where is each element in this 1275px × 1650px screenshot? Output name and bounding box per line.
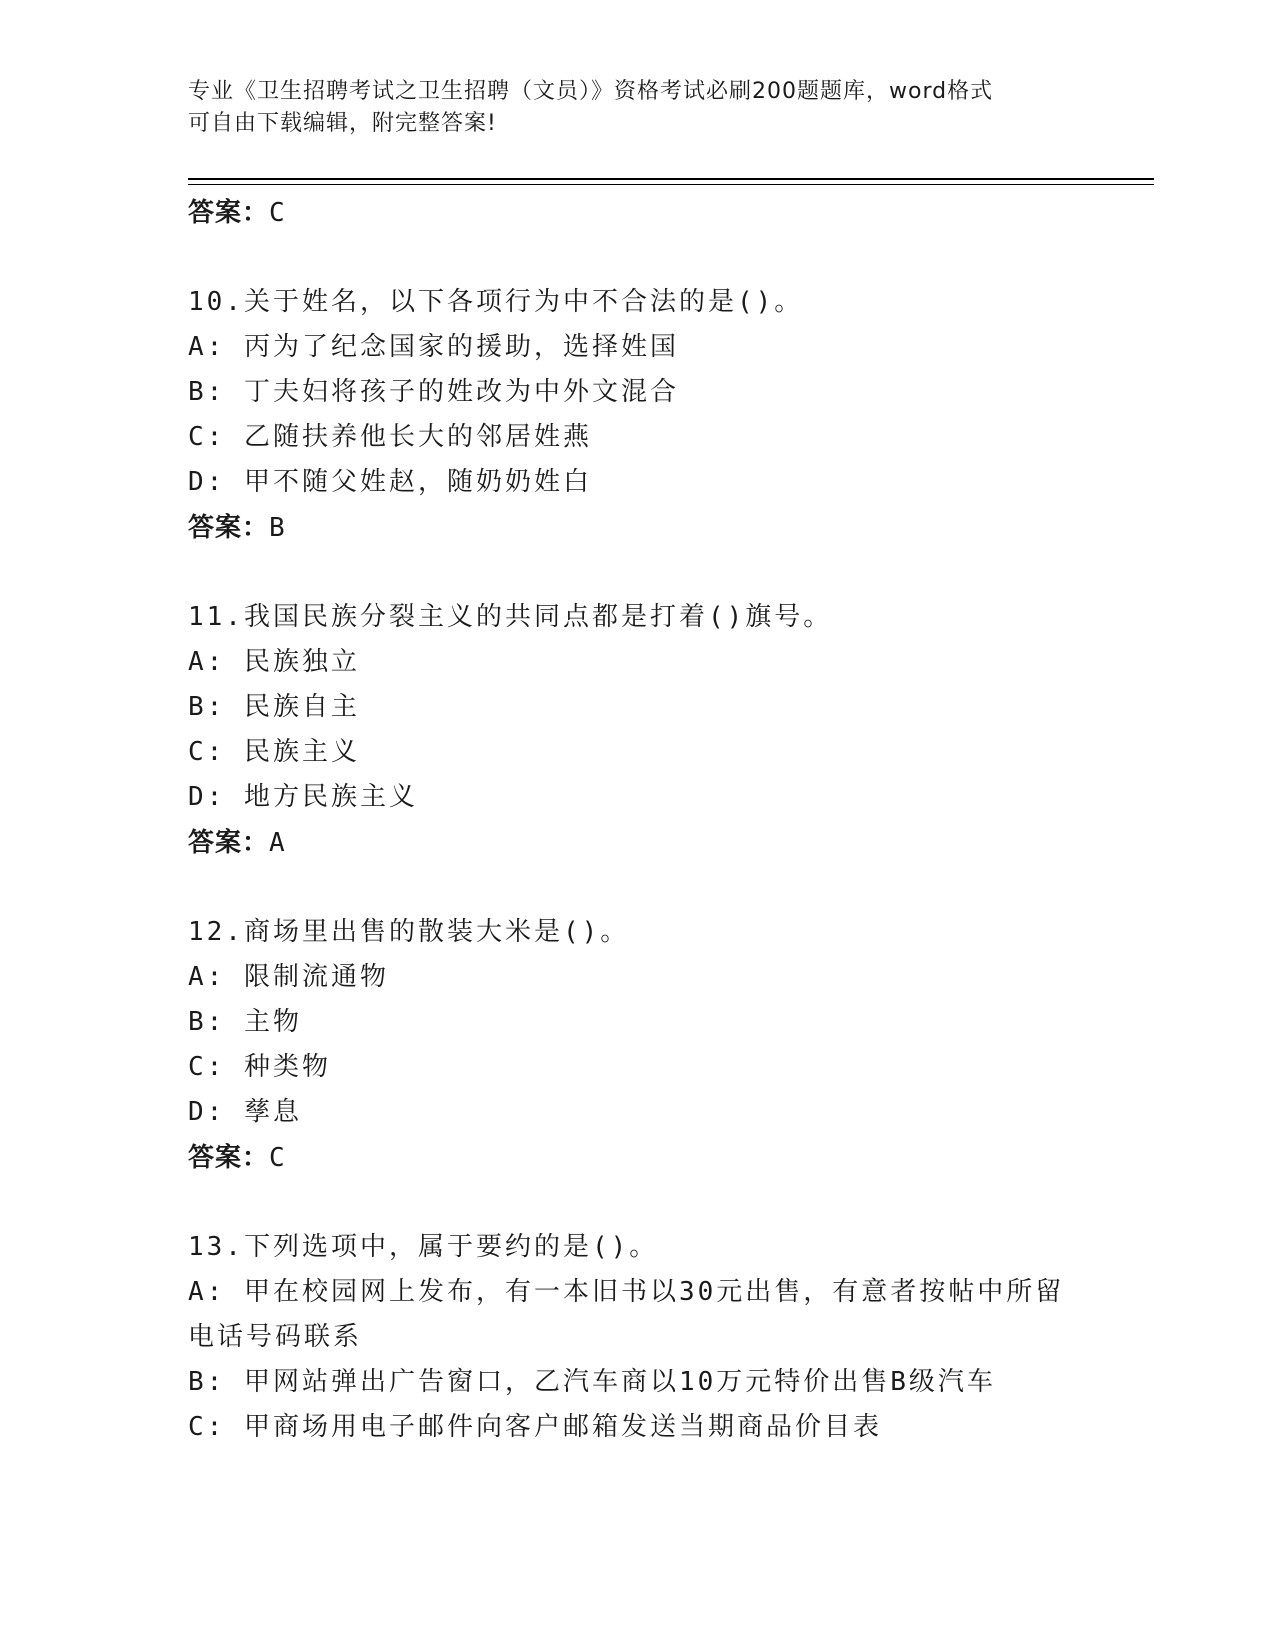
- answer-line: [188, 1135, 1088, 1181]
- question-13: [188, 1225, 1088, 1450]
- header-line-2: 可自由下载编辑，附完整答案!: [188, 111, 497, 136]
- answer-line: [188, 190, 1088, 236]
- question-10: [188, 280, 1088, 505]
- answer-label: 答案：: [188, 828, 270, 858]
- option-d: D: 孳息: [188, 1097, 302, 1127]
- header-line-1: 专业《卫生招聘考试之卫生招聘（文员）》资格考试必刷200题题库，word格式: [188, 79, 994, 104]
- spacer: [188, 236, 1088, 280]
- question-stem: 11.我国民族分裂主义的共同点都是打着()旗号。: [188, 602, 833, 632]
- spacer: [188, 551, 1088, 595]
- option-a: A: 丙为了纪念国家的援助，选择姓国: [188, 332, 679, 362]
- header-divider-thick: [188, 178, 1154, 180]
- option-a: A: 民族独立: [188, 647, 360, 677]
- question-stem: 10.关于姓名，以下各项行为中不合法的是()。: [188, 287, 804, 317]
- option-d: D: 甲不随父姓赵，随奶奶姓白: [188, 467, 592, 497]
- option-c: C: 甲商场用电子邮件向客户邮箱发送当期商品价目表: [188, 1412, 882, 1442]
- option-b: B: 甲网站弹出广告窗口，乙汽车商以10万元特价出售B级汽车: [188, 1367, 996, 1397]
- answer-label: 答案：: [188, 198, 270, 228]
- option-a: A: 限制流通物: [188, 962, 389, 992]
- answer-value: B: [269, 513, 286, 543]
- option-c: C: 乙随扶养他长大的邻居姓燕: [188, 422, 592, 452]
- answer-label: 答案：: [188, 1143, 270, 1173]
- document-header: [188, 76, 1088, 140]
- answer-value: A: [269, 828, 286, 858]
- option-b: B: 民族自主: [188, 692, 360, 722]
- header-divider-thin: [188, 184, 1154, 185]
- option-d: D: 地方民族主义: [188, 782, 418, 812]
- spacer: [188, 866, 1088, 910]
- option-a: A: 甲在校园网上发布，有一本旧书以30元出售，有意者按帖中所留电话号码联系: [188, 1277, 1065, 1352]
- answer-line: [188, 820, 1088, 866]
- option-c: C: 种类物: [188, 1052, 331, 1082]
- option-b: B: 丁夫妇将孩子的姓改为中外文混合: [188, 377, 679, 407]
- answer-value: C: [269, 1143, 286, 1173]
- question-11: [188, 595, 1088, 820]
- answer-label: 答案：: [188, 513, 270, 543]
- question-stem: 12.商场里出售的散装大米是()。: [188, 917, 630, 947]
- question-list: [188, 190, 1088, 1450]
- question-12: [188, 910, 1088, 1135]
- answer-value: C: [269, 198, 286, 228]
- question-stem: 13.下列选项中，属于要约的是()。: [188, 1232, 659, 1262]
- answer-line: [188, 505, 1088, 551]
- option-c: C: 民族主义: [188, 737, 360, 767]
- spacer: [188, 1181, 1088, 1225]
- option-b: B: 主物: [188, 1007, 302, 1037]
